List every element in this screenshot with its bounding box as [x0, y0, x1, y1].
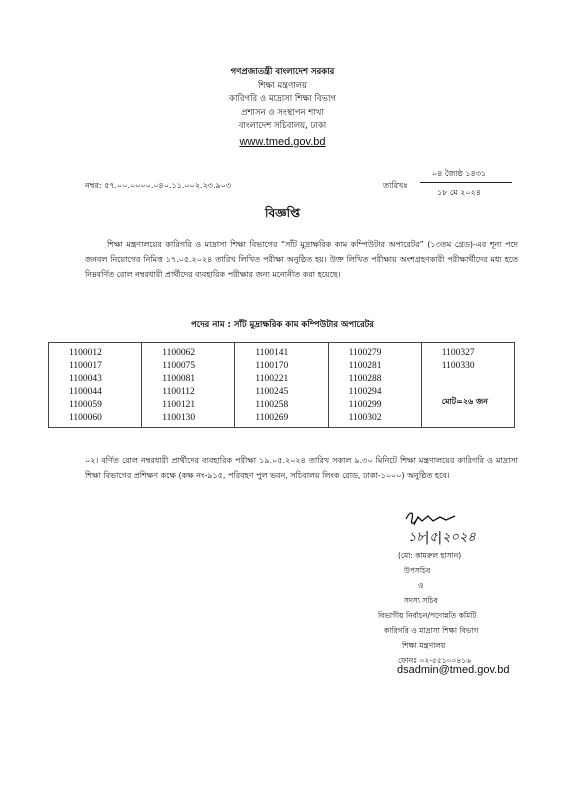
roll-number: 1100330: [441, 361, 475, 371]
roll-number: 1100245: [255, 387, 289, 397]
roll-number: 1100294: [348, 387, 382, 397]
roll-number: 1100081: [162, 374, 196, 384]
roll-number: 1100258: [255, 400, 289, 410]
roll-number: 1100017: [69, 361, 102, 371]
date-english: ১৮ মে ২০২৪: [437, 188, 481, 197]
roll-number: 1100044: [69, 387, 102, 397]
post-name: পদের নাম : সাঁট মুদ্রাক্ষরিক কাম কম্পিউটার অপারেটর: [191, 320, 374, 330]
roll-number: 1100075: [162, 361, 196, 371]
signatory-block: [398, 548, 538, 608]
ministry-name: শিক্ষা মন্ত্রণালয়: [257, 80, 308, 91]
roll-number: 1100012: [69, 348, 102, 358]
paragraph-1: শিক্ষা মন্ত্রণালয়ের কারিগরি ও মাদ্রাসা শিক্ষা বিভাগের “সাঁট মুদ্রাক্ষরিক কাম কম্পিউটার অপারেটর” (১৩তম গ্রেড)-এর শূন্য পদে জনবল নিয়োগের নিমিত্ত ১৭.০৫.২০২৪ তারিখ লিখিত পরীক্ষা অনুষ্ঠিত হয়। উক্ত লিখিত পরীক্ষায় অংশগ্রহণকারী পরীক্ষার্থীদের মধ্য হতে নিম্নবর্ণিত রোল নম্বরধারী প্রার্থীদের ব্যবহারিক পরীক্ষার জন্য মনোনীত করা হয়েছে।: [85, 240, 518, 279]
roll-number: 1100170: [255, 361, 289, 371]
paragraph-2: ০২। বর্ণিত রোল নম্বরধারী প্রার্থীদের ব্যবহারিক পরীক্ষা ১৯.০৫.২০২৪ তারিখ সকাল ৯.৩০ মিনিটে শিক্ষা মন্ত্রণালয়ের কারিগরি ও মাদ্রাসা শিক্ষা বিভাগের প্রশিক্ষণ কক্ষে (কক্ষ নং-৯১৫, পরিবহণ পুল ভবন, সচিবালয় লিংক রোড, ঢাকা-১০০০) অনুষ্ঠিত হবে।: [85, 456, 518, 480]
signatory-and: ও: [418, 581, 424, 590]
roll-column-5: [421, 343, 514, 428]
roll-number: 1100121: [162, 400, 196, 410]
committee-ministry: শিক্ষা মন্ত্রণালয়: [402, 641, 446, 650]
memo-number: নম্বর: ৫৭.০০.০০০০.০৪০.১১.০০২.২৩.৯০৩: [85, 181, 232, 190]
committee-block: [378, 608, 548, 668]
phone-number: ফোনঃ ০২-৫৫১০০৪১৬: [398, 656, 471, 665]
roll-column-2: [142, 343, 235, 428]
notice-title: বিজ্ঞপ্তি: [265, 206, 300, 220]
roll-number: 1100060: [69, 413, 102, 423]
roll-number: 1100299: [348, 400, 382, 410]
date-bangla: ০৪ জ্যৈষ্ঠ ১৪৩১: [432, 169, 487, 178]
office-address: বাংলাদেশ সচিবালয়, ঢাকা: [238, 121, 327, 131]
signatory-designation: উপসচিব: [404, 566, 431, 575]
contact-email[interactable]: dsadmin@tmed.gov.bd: [397, 664, 510, 676]
website-link[interactable]: www.tmed.gov.bd: [239, 135, 326, 148]
roll-table: [48, 342, 515, 428]
branch-name: প্রশাসন ও সংস্থাপন শাখা: [241, 107, 324, 118]
roll-number: 1100112: [162, 387, 195, 397]
roll-number: 1100221: [255, 374, 289, 384]
roll-column-1: [49, 343, 142, 428]
roll-number: 1100043: [69, 374, 102, 384]
committee-division: কারিগরি ও মাদ্রাসা শিক্ষা বিভাগ: [384, 626, 479, 635]
signatory-name: (মো: কামরুল হাসান): [398, 551, 462, 560]
govt-name: গণপ্রজাতন্ত্রী বাংলাদেশ সরকার: [230, 67, 335, 77]
roll-number: 1100059: [69, 400, 102, 410]
date-label: তারিখঃ: [383, 181, 408, 190]
roll-number: 1100141: [255, 348, 289, 358]
roll-number: 1100327: [441, 348, 475, 358]
total-count: মোট=২৬ জন: [441, 397, 488, 406]
roll-number: 1100269: [255, 413, 289, 423]
roll-column-3: [235, 343, 328, 428]
committee-name: বিভাগীয় নির্বাচন/পদোন্নতি কমিটি: [378, 611, 477, 620]
table-row: [49, 343, 515, 428]
roll-number: 1100062: [162, 348, 196, 358]
roll-number: 1100302: [348, 413, 382, 423]
roll-number: 1100281: [348, 361, 382, 371]
letterhead: [0, 66, 565, 149]
roll-number: 1100279: [348, 348, 382, 358]
division-name: কারিগরি ও মাদ্রাসা শিক্ষা বিভাগ: [229, 94, 336, 104]
roll-number: 1100288: [348, 374, 382, 384]
signature-date: ১৮|৫|২০২৪: [408, 530, 476, 545]
signatory-role: সদস্য সচিব: [404, 596, 438, 605]
roll-number: 1100130: [162, 413, 196, 423]
roll-column-4: [328, 343, 421, 428]
date-divider: [420, 182, 512, 183]
